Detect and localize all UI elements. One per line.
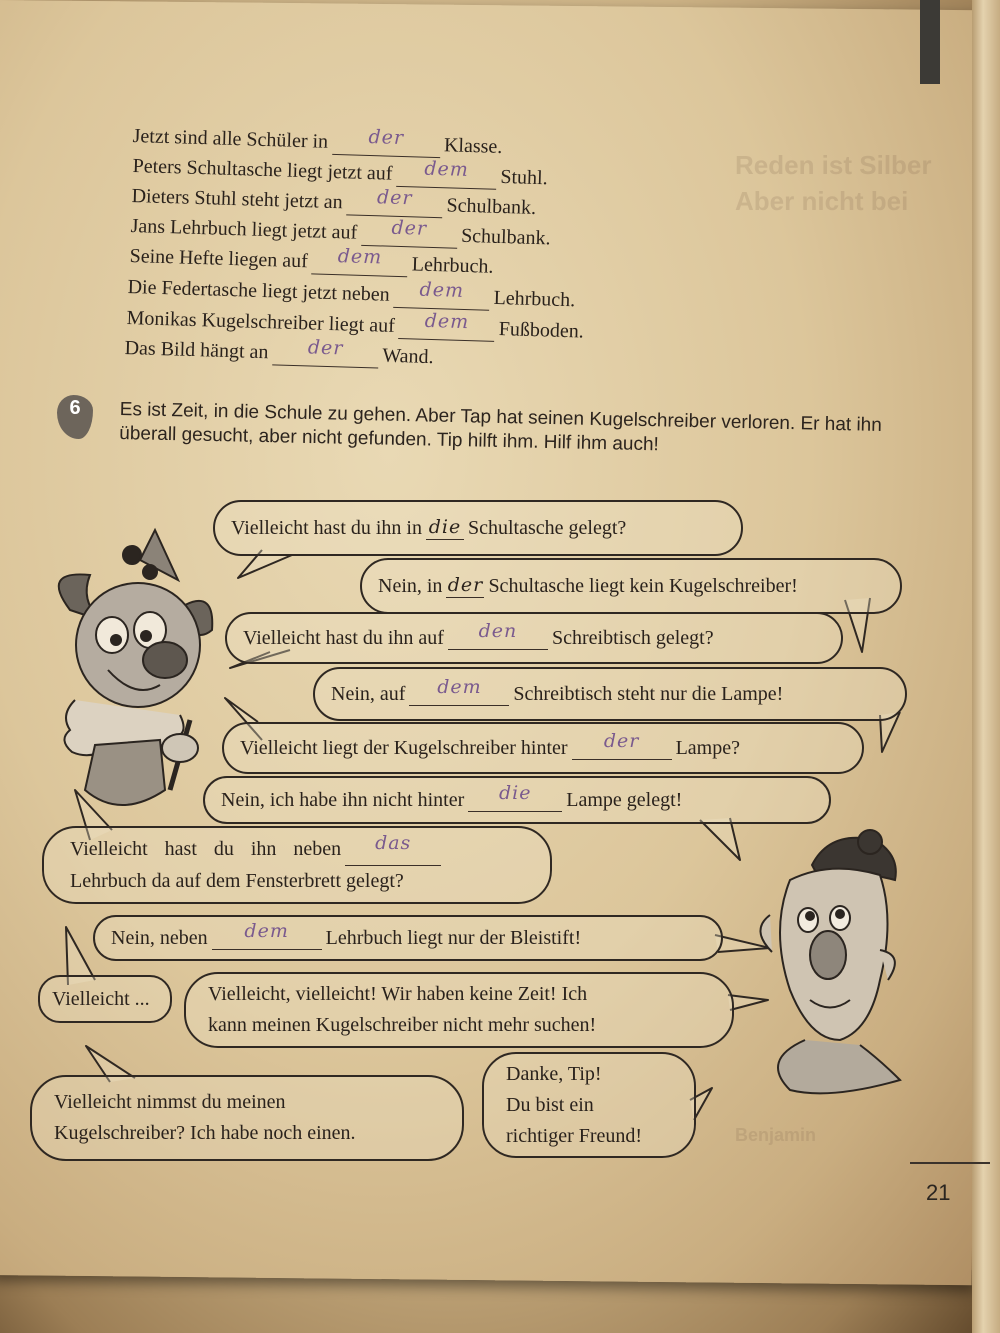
answer-1[interactable]: der (368, 125, 405, 150)
sentence-2: Peters Schultasche liegt jetzt auf dem Stuhl. (132, 155, 548, 190)
answer-4[interactable]: der (391, 216, 428, 240)
bubble-4-answer[interactable]: dem (437, 676, 482, 698)
sentence-3: Dieters Stuhl steht jetzt an der Schulbank. (131, 185, 537, 219)
bubble-6: Nein, ich habe ihn nicht hinter die Lampe gelegt! (203, 776, 831, 824)
bubble-11: Vielleicht nimmst du meinen Kugelschreiber? Ich habe noch einen. (30, 1075, 464, 1161)
page-number: 21 (926, 1180, 951, 1205)
answer-5[interactable]: dem (337, 245, 383, 269)
sentence-7: Monikas Kugelschreiber liegt auf dem Fußboden. (126, 307, 585, 343)
answer-6[interactable]: dem (419, 278, 465, 302)
exercise-instruction: Es ist Zeit, in die Schule zu gehen. Aber Tap hat seinen Kugelschreiber verloren. Er hat ihn überall gesucht, aber nicht gefunden. Tip hilft ihm. Hilf ihm auch! (119, 398, 883, 456)
bubble-1: Vielleicht hast du ihn in die Schultasche gelegt? (213, 500, 743, 556)
sentence-1: Jetzt sind alle Schüler in der Klasse. (132, 125, 503, 158)
page-number-rule (910, 1162, 990, 1164)
sentence-8: Das Bild hängt an der Wand. (124, 336, 434, 369)
bleed-through-heading-2: Aber nicht bei (735, 186, 909, 216)
bubble-10: Vielleicht, vielleicht! Wir haben keine Zeit! Ich kann meinen Kugelschreiber nicht mehr suchen! (184, 972, 734, 1048)
answer-8[interactable]: der (307, 336, 344, 360)
bubble-5: Vielleicht liegt der Kugelschreiber hinter der Lampe? (222, 722, 864, 774)
bubble-7-answer[interactable]: das (375, 831, 412, 854)
bubble-tail-6 (700, 818, 740, 860)
bubble-8-answer[interactable]: dem (244, 920, 289, 942)
bubble-1-answer[interactable]: die (428, 516, 462, 538)
answer-3[interactable]: der (376, 186, 413, 210)
bleed-through-heading-1: Reden ist Silber (735, 150, 932, 180)
bubble-4: Nein, auf dem Schreibtisch steht nur die Lampe! (313, 667, 907, 721)
bubble-tail-10 (728, 995, 768, 1010)
answer-7[interactable]: dem (424, 309, 470, 334)
answer-2[interactable]: dem (424, 157, 470, 181)
bubble-3-answer[interactable]: den (478, 620, 518, 642)
bubble-9: Vielleicht ... (38, 975, 172, 1023)
sentence-5: Seine Hefte liegen auf dem Lehrbuch. (129, 245, 494, 278)
exercise-number: 6 (69, 397, 81, 419)
tap-boy-illustration (760, 830, 900, 1093)
bubble-7: Vielleicht hast du ihn neben das Lehrbuch da auf dem Fensterbrett gelegt? (42, 826, 552, 904)
bubble-2: Nein, in der Schultasche liegt kein Kugelschreiber! (360, 558, 902, 614)
bubble-2-answer[interactable]: der (447, 574, 484, 596)
sentence-4: Jans Lehrbuch liegt jetzt auf der Schulbank. (130, 215, 551, 250)
bubble-3: Vielleicht hast du ihn auf den Schreibtisch gelegt? (225, 612, 843, 664)
clown-tip-illustration (59, 530, 213, 805)
bubble-8: Nein, neben dem Lehrbuch liegt nur der Bleistift! (93, 915, 723, 961)
bleed-through-footer: Benjamin (735, 1125, 817, 1145)
bubble-5-answer[interactable]: der (603, 730, 640, 752)
bubble-12: Danke, Tip! Du bist ein richtiger Freund! (482, 1052, 696, 1158)
sentence-6: Die Federtasche liegt jetzt neben dem Lehrbuch. (127, 276, 576, 312)
bubble-6-answer[interactable]: die (499, 782, 532, 804)
